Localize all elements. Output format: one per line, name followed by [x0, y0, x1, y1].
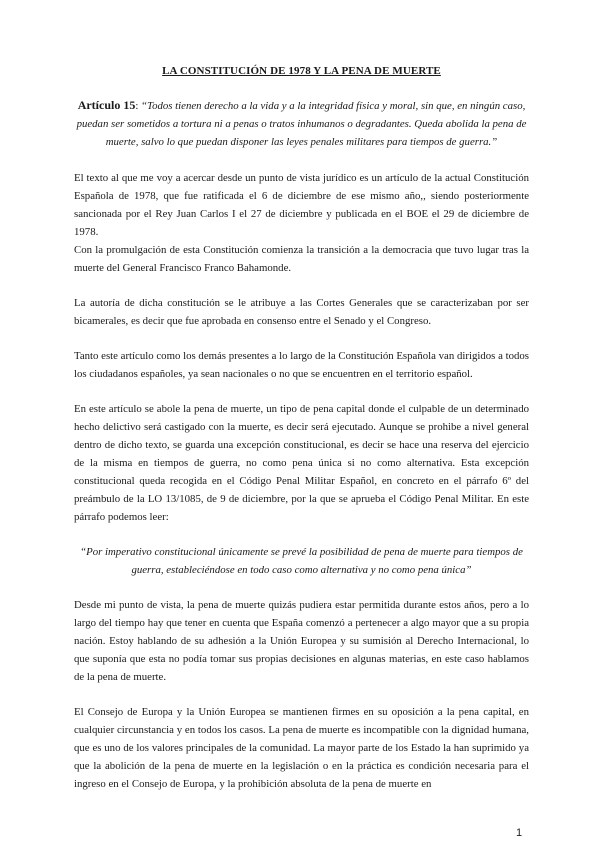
document-title: LA CONSTITUCIÓN DE 1978 Y LA PENA DE MUERTE [162, 65, 441, 77]
article-colon: : [135, 100, 142, 112]
paragraph-7: El Consejo de Europa y la Unión Europea se mantienen firmes en su oposición a la pena capital, en cualquier circunstancia y en todos los casos. La pena de muerte es incompatible con la dignidad humana, que es uno de los valores principales de la comunidad. La mayor parte de los Estado la han suprimido ya que la abolición de la pena de muerte en la legislación o en la práctica es condición necesaria para el ingreso en el Consejo de Europa, y la prohibición absoluta de la pena de muerte en [74, 706, 529, 790]
document-page [74, 64, 529, 793]
page-number: 1 [516, 827, 523, 839]
paragraph-5: En este artículo se abole la pena de muerte, un tipo de pena capital donde el culpable de un determinado hecho delictivo será castigado con la muerte, es decir será ejecutado. Aunque se prohibe a nivel general dentro de dicho texto, se guarda una excepción constitucional, es decir se hace una reserva del ejercicio de la misma en tiempos de guerra, no como pena única si no como alternativa. Esta excepción constitucional queda recogida en el Código Penal Militar Español, en concreto en el párrafo 6º del preámbulo de la LO 13/1085, de 9 de diciembre, por la que se aprueba el Código Penal Militar. En este párrafo podemos leer: [74, 403, 529, 523]
block-quote: “Por imperativo constitucional únicamente se prevé la posibilidad de pena de muerte para tiempos de guerra, estableciéndose en todo caso como alternativa y no como pena única” [80, 546, 523, 576]
article-excerpt [74, 96, 529, 151]
paragraph-4: Tanto este artículo como los demás presentes a lo largo de la Constitución Española van dirigidos a todos los ciudadanos españoles, ya sean nacionales o no que se encuentren en el territorio español. [74, 350, 529, 380]
paragraph-6: Desde mi punto de vista, la pena de muerte quizás pudiera estar permitida durante estos años, pero a lo largo del tiempo hay que tener en cuenta que España comenzó a pertenecer a algo mayor que a su propia nación. Estoy hablando de su adhesión a la Unión Europea y su sumisión al Derecho Internacional, lo que suponía que esta no podía tomar sus propias decisiones en algunas materias, en este caso hablamos de la pena de muerte. [74, 599, 529, 683]
paragraph-2: Con la promulgación de esta Constitución comienza la transición a la democracia que tuvo lugar tras la muerte del General Francisco Franco Bahamonde. [74, 244, 529, 274]
paragraph-3: La autoría de dicha constitución se le atribuye a las Cortes Generales que se caracterizaban por ser bicamerales, es decir que fue aprobada en consenso entre el Senado y el Congreso. [74, 297, 529, 327]
paragraph-1: El texto al que me voy a acercar desde un punto de vista jurídico es un artículo de la actual Constitución Española de 1978, que fue ratificada el 6 de diciembre de ese mismo año,, siendo posteriormente sancionada por el Rey Juan Carlos I el 27 de diciembre y publicada en el BOE el 29 de diciembre de 1978. [74, 172, 529, 238]
article-quote: “Todos tienen derecho a la vida y a la integridad física y moral, sin que, en ningún caso, puedan ser sometidos a tortura ni a penas o tratos inhumanos o degradantes. Queda abolida la pena de muerte, salvo lo que puedan disponer las leyes penales militares para tiempos de guerra.” [76, 100, 527, 148]
article-label: Artículo 15 [77, 98, 136, 112]
